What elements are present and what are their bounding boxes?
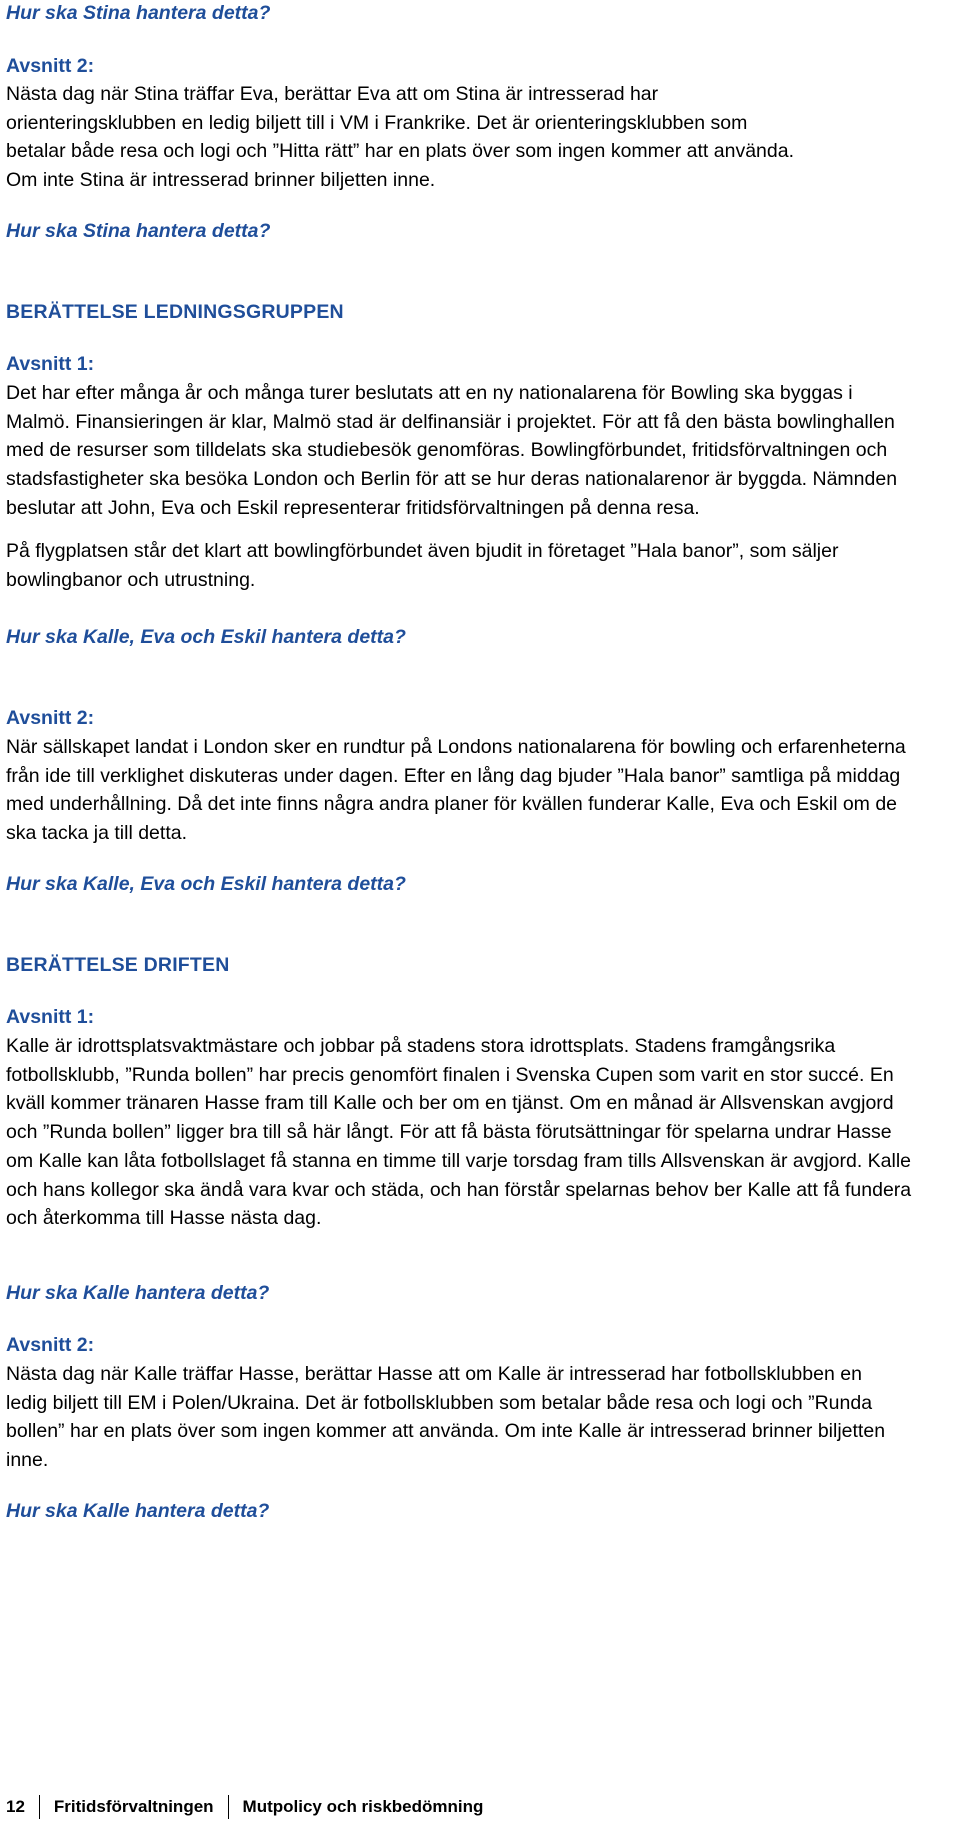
- footer-divider: [228, 1795, 229, 1819]
- paragraph: Nästa dag när Kalle träffar Hasse, berättar Hasse att om Kalle är intresserad har fotbollsklubben en ledig biljett till EM i Polen/Ukraina. Det är fotbollsklubben som betalar både resa och logi och ”Runda bollen” har en plats över som ingen kommer att använda. Om inte Kalle är intresserad brinner biljetten inne.: [6, 1363, 886, 1472]
- section-label: Avsnitt 1:: [6, 353, 95, 375]
- section-label: Avsnitt 2:: [6, 1334, 95, 1356]
- question-kalle-eva-eskil: Hur ska Kalle, Eva och Eskil hantera detta?: [6, 626, 406, 648]
- paragraph: När sällskapet landat i London sker en rundtur på Londons nationalarena för bowling och erfarenheterna från ide till verklighet diskuteras under dagen. Efter en lång dag bjuder ”Hala banor” samtliga på middag med underhållning. Då det inte finns några andra planer för kvällen funderar Kalle, Eva och Eskil om de ska tacka ja till detta.: [6, 736, 906, 845]
- footer-doc-title: Mutpolicy och riskbedömning: [242, 1797, 484, 1816]
- question-kalle: Hur ska Kalle hantera detta?: [6, 1500, 270, 1522]
- page-footer: [6, 1794, 483, 1820]
- section-label: Avsnitt 2:: [6, 55, 95, 77]
- story-heading-ledningsgruppen: BERÄTTELSE LEDNINGSGRUPPEN: [6, 301, 344, 323]
- page-number: 12: [6, 1797, 25, 1816]
- question-stina: Hur ska Stina hantera detta?: [6, 220, 271, 242]
- question-kalle-eva-eskil: Hur ska Kalle, Eva och Eskil hantera detta?: [6, 873, 406, 895]
- footer-divider: [39, 1795, 40, 1819]
- question-stina: Hur ska Stina hantera detta?: [6, 2, 271, 24]
- story-heading-driften: BERÄTTELSE DRIFTEN: [6, 954, 230, 976]
- question-kalle: Hur ska Kalle hantera detta?: [6, 1282, 270, 1304]
- footer-org: Fritidsförvaltningen: [53, 1797, 214, 1816]
- section-label: Avsnitt 1:: [6, 1006, 95, 1028]
- section-label: Avsnitt 2:: [6, 707, 95, 729]
- paragraph: På flygplatsen står det klart att bowlingförbundet även bjudit in företaget ”Hala banor”, som säljer bowlingbanor och utrustning.: [6, 540, 839, 591]
- paragraph: Nästa dag när Stina träffar Eva, berättar Eva att om Stina är intresserad har orienteringsklubben en ledig biljett till i VM i Frankrike. Det är orienteringsklubben som betalar både resa och logi och ”Hitta rätt” har en plats över som ingen kommer att använda. Om inte Stina är intresserad brinner biljetten inne.: [6, 83, 794, 192]
- paragraph: Kalle är idrottsplatsvaktmästare och jobbar på stadens stora idrottsplats. Stadens framgångsrika fotbollsklubb, ”Runda bollen” har precis genomfört finalen i Svenska Cupen som varit en stor succé. En kväll kommer tränaren Hasse fram till Kalle och ber om en tjänst. Om en månad är Allsvenskan avgjord och ”Runda bollen” ligger bra till så här långt. För att få bästa förutsättningar för spelarna undrar Hasse om Kalle kan låta fotbollslaget få stanna en timme till varje torsdag fram tills Allsvenskan är avgjord. Kalle och hans kollegor ska ändå vara kvar och städa, och han förstår spelarnas behov ber Kalle att få fundera och återkomma till Hasse nästa dag.: [6, 1035, 912, 1230]
- paragraph: Det har efter många år och många turer beslutats att en ny nationalarena för Bowling ska byggas i Malmö. Finansieringen är klar, Malmö stad är delfinansiär i projektet. För att få den bästa bowlinghallen med de resurser som tilldelats ska studiebesök genomföras. Bowlingförbundet, fritidsförvaltningen och stadsfastigheter ska besöka London och Berlin för att se hur deras nationalarenor är byggda. Nämnden beslutar att John, Eva och Eskil representerar fritidsförvaltningen på denna resa.: [6, 382, 898, 519]
